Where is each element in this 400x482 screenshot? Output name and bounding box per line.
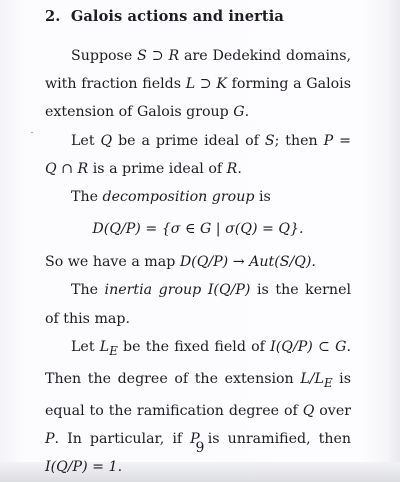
text: is (254, 189, 271, 206)
text: . Then the degree of the extension (45, 338, 352, 387)
math-var: R (226, 160, 238, 177)
math-var: S (264, 132, 275, 149)
text: The (71, 282, 105, 299)
text: . (117, 459, 123, 476)
text: is a prime ideal of (88, 160, 227, 177)
page-body (45, 7, 351, 482)
math-var: L (99, 338, 110, 355)
math-var: S (137, 48, 147, 64)
scan-shadow-right (388, 0, 400, 482)
math-var: P (190, 431, 200, 448)
text: over (314, 402, 352, 419)
text: are Dedekind domains, with fraction fields (45, 48, 351, 93)
text: The (71, 189, 103, 206)
page-number: 9 (195, 440, 205, 456)
text: be the fixed field of (117, 338, 271, 355)
text: is unramified, then (199, 431, 351, 448)
paragraph-inertia-group (45, 276, 351, 332)
text: . (244, 104, 250, 121)
text: is equal to the ramification degree of (45, 370, 352, 419)
section-title: Galois actions and inertia (70, 8, 284, 25)
math-expression: I(Q/P) = 1 (45, 459, 118, 476)
text: So we have a map (45, 254, 180, 271)
math-expression: L/L (300, 370, 324, 387)
text: . (237, 160, 242, 177)
text: ; then (274, 132, 324, 149)
math-var: K (216, 76, 227, 93)
defined-term: inertia group (104, 282, 202, 299)
math-subscript: E (109, 343, 118, 358)
math-var: G (233, 104, 245, 121)
section-heading (45, 7, 351, 27)
math-expression: I(Q/P) (201, 282, 251, 299)
section-number: 2. (45, 8, 61, 25)
math-expression: D(Q/P) → Aut(S/Q). (179, 254, 316, 271)
text: . In particular, if (54, 431, 191, 448)
text: is the kernel of this map. (45, 282, 351, 327)
text: Let (71, 132, 101, 149)
math-op: ⊃ (195, 76, 217, 93)
math-var: Q (100, 132, 113, 149)
text: Let (71, 338, 100, 355)
scan-speck (31, 132, 33, 133)
text: forming a Galois extension of Galois group (45, 76, 351, 121)
defined-term: decomposition group (102, 189, 255, 206)
paragraph-galois-setup (45, 42, 351, 127)
math-subscript: E (323, 375, 333, 390)
math-expression: I(Q/P) ⊂ G (270, 338, 347, 355)
paragraph-fixed-field (45, 333, 351, 482)
text: Suppose (71, 48, 138, 64)
paragraph-map (45, 248, 351, 276)
paragraph-decomposition-group (45, 183, 351, 211)
text: be a prime ideal of (112, 132, 265, 149)
paragraph-prime-ideal (45, 127, 351, 183)
display-equation (45, 214, 351, 244)
math-var: R (168, 48, 180, 64)
math-var: L (185, 76, 196, 93)
math-var: Q (302, 402, 315, 419)
math-var: P (45, 431, 55, 448)
math-expression: D(Q/P) = {σ ∈ G | σ(Q) = Q}. (92, 221, 304, 238)
math-expression: P = Q ∩ R (45, 132, 352, 177)
math-op: ⊃ (146, 48, 169, 64)
